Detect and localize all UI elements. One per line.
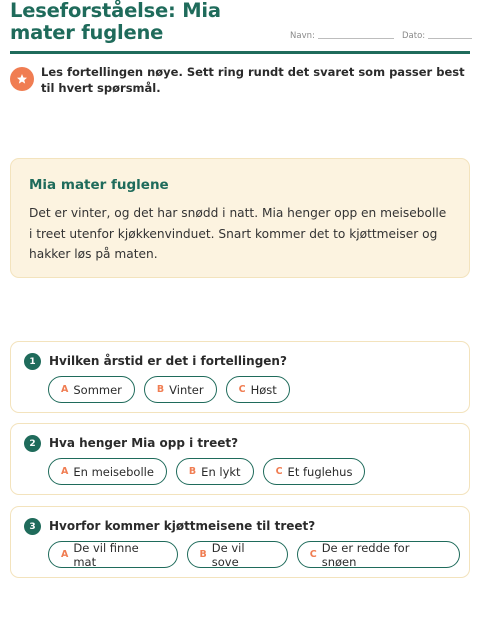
option-label: Vinter — [169, 382, 204, 397]
option-b[interactable] — [176, 458, 254, 485]
date-field[interactable] — [402, 31, 472, 41]
instructions — [10, 64, 470, 96]
answer-options — [48, 458, 374, 485]
question-number: 3 — [24, 518, 41, 535]
question-text: Hvorfor kommer kjøttmeisene til treet? — [49, 519, 316, 533]
answer-options — [48, 541, 469, 568]
option-label: Sommer — [73, 382, 122, 397]
question-3 — [10, 506, 470, 578]
story-box — [10, 158, 470, 278]
question-number: 2 — [24, 435, 41, 452]
option-label: Høst — [250, 382, 277, 397]
option-letter: A — [61, 384, 69, 395]
option-c[interactable] — [297, 541, 460, 568]
option-letter: B — [188, 466, 197, 477]
question-text: Hva henger Mia opp i treet? — [49, 436, 239, 450]
option-label: De vil sove — [211, 540, 245, 569]
option-label: En lykt — [201, 464, 241, 479]
option-label: Et fuglehus — [287, 464, 353, 479]
date-label: Dato: — [402, 31, 426, 41]
option-label: De er redde for snøen — [321, 540, 410, 569]
option-c[interactable] — [263, 458, 366, 485]
question-text: Hvilken årstid er det i fortellingen? — [49, 354, 287, 368]
name-label: Navn: — [290, 31, 315, 41]
question-number: 1 — [24, 353, 41, 370]
answer-options — [48, 376, 299, 403]
story-text: Det er vinter, og det har snødd i natt. Mia henger opp en meisebolle i treet utenfor kjøkkenvinduet. Snart kommer det to kjøttmeiser og hakker løs på maten. — [29, 206, 447, 261]
option-b[interactable] — [187, 541, 288, 568]
option-letter: C — [309, 549, 317, 560]
date-line — [428, 38, 472, 39]
option-a[interactable] — [48, 541, 178, 568]
worksheet-header — [10, 0, 470, 54]
option-letter: C — [238, 384, 246, 395]
option-c[interactable] — [226, 376, 290, 403]
option-letter: A — [61, 466, 69, 477]
question-2 — [10, 423, 470, 495]
name-line — [318, 38, 394, 39]
story-title: Mia mater fuglene — [29, 177, 169, 193]
option-letter: C — [275, 466, 283, 477]
question-1 — [10, 341, 470, 413]
option-label: En meisebolle — [73, 464, 154, 479]
option-letter: A — [61, 549, 69, 560]
name-field[interactable] — [290, 31, 394, 41]
option-letter: B — [199, 549, 207, 560]
star-icon — [10, 67, 34, 91]
option-letter: B — [156, 384, 165, 395]
option-a[interactable] — [48, 458, 167, 485]
instructions-text: Les fortellingen nøye. Sett ring rundt det svaret som passer best til hvert spørsmål. — [41, 65, 465, 95]
option-a[interactable] — [48, 376, 135, 403]
option-b[interactable] — [144, 376, 217, 403]
option-label: De vil finne mat — [73, 540, 139, 569]
page-title: Leseforståelse: Mia mater fuglene — [10, 0, 221, 44]
